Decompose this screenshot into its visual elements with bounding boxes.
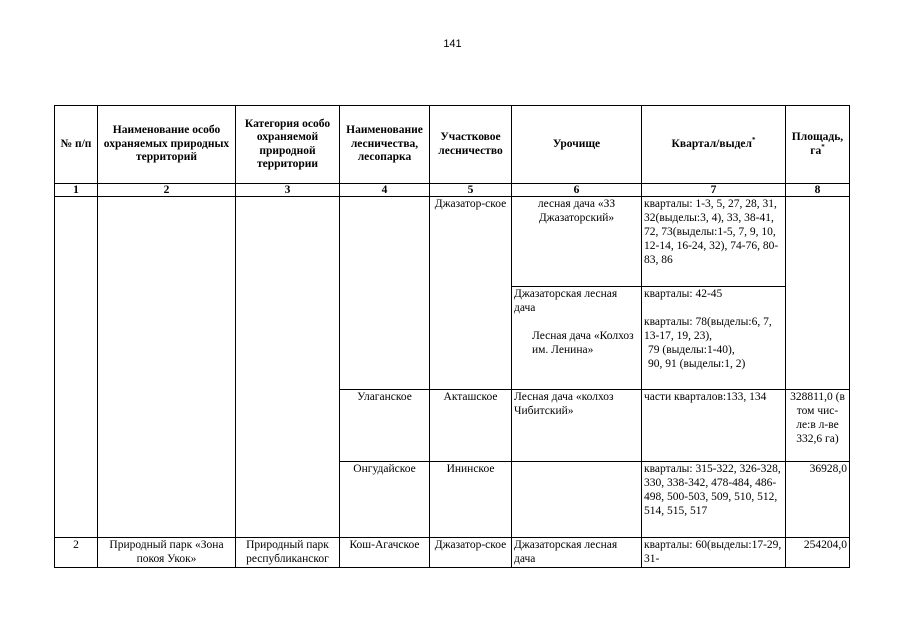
header-row [55,106,850,184]
cell-district-forestry [430,538,512,568]
cell-quarter: части кварталов:133, 134 [642,390,786,462]
quarters-79: 79 (выделы:1-40), [648,344,735,356]
quarters-42-45: кварталы: 42-45 [644,288,723,300]
header-forestry: Наименование лесничества, лесопарка [340,106,430,184]
cell-territory-name-text: Природный парк «Зона покоя Укок» [109,539,224,565]
page-number: 141 [443,38,462,50]
cell-forestry [340,197,430,390]
cell-territory-name [98,197,236,538]
cell-quarter [642,287,786,390]
cell-tract: лесная дача «ЗЗ Джазаторский» [512,197,642,287]
protected-areas-table [54,105,850,568]
cell-territory-name [98,538,236,568]
header-quarter-label: Квартал/выдел [671,137,752,150]
column-number: 8 [786,184,850,197]
cell-category [236,538,340,568]
cell-district-forestry: Ининское [430,462,512,538]
cell-number [55,538,98,568]
header-number: № п/п [55,106,98,184]
cell-category-text: Природный парк республиканског [246,539,329,565]
header-quarter [642,106,786,184]
cell-quarter: кварталы: 315-322, 326-328, 330, 338-342, 478-484, 486-498, 500-503, 509, 510, 512, 514, 515, 517 [642,462,786,538]
column-number: 5 [430,184,512,197]
cell-forestry: Улаганское [340,390,430,462]
cell-quarter: кварталы: 1-3, 5, 27, 28, 31, 32(выделы:3, 4), 33, 38-41, 72, 73(выделы:1-5, 7, 9, 10, 12-14, 16-24, 32), 74-76, 80-83, 86 [642,197,786,287]
header-territory-name: Наименование особо охраняемых природных территорий [98,106,236,184]
column-number: 4 [340,184,430,197]
cell-district-forestry: Акташское [430,390,512,462]
column-number-row [55,184,850,197]
cell-area: 328811,0 (в том чис-ле:в л-ве 332,6 га) [786,390,850,462]
cell-tract: Лесная дача «колхоз Чибитский» [512,390,642,462]
table-row [55,538,850,568]
quarters-90-91: 90, 91 (выделы:1, 2) [648,358,746,370]
header-tract: Урочище [512,106,642,184]
tract-kolkhoz-lenina: Лесная дача «Колхоз им. Ленина» [532,330,634,356]
cell-tract [512,287,642,390]
cell-forestry: Онгудайское [340,462,430,538]
column-number: 3 [236,184,340,197]
cell-area [786,538,850,568]
column-number: 6 [512,184,642,197]
cell-area: 36928,0 [786,462,850,538]
header-area-label: Площадь, га [791,131,844,157]
cell-quarter [642,538,786,568]
cell-district-forestry: Джазатор-ское [430,197,512,390]
cell-number [55,197,98,538]
column-number: 1 [55,184,98,197]
cell-district-forestry-text: Джазатор-ское [434,539,507,551]
quarters-78: кварталы: 78(выделы:6, 7, 13-17, 19, 23), [644,316,772,342]
table-row [55,197,850,287]
cell-tract-text: Джазаторская лесная дача [514,539,618,565]
cell-forestry [340,538,430,568]
cell-forestry-text: Кош-Агачское [349,539,420,551]
header-quarter-mark: * [751,135,756,144]
header-area [786,106,850,184]
cell-tract [512,538,642,568]
cell-category [236,197,340,538]
cell-number-text: 2 [73,539,79,551]
cell-tract [512,462,642,538]
header-district-forestry: Участковое лесничество [430,106,512,184]
tract-dzhazatorskaya: Джазаторская лесная дача [514,288,618,314]
cell-quarter-text: кварталы: 60(выделы:17-29, 31- [644,539,782,565]
column-number: 7 [642,184,786,197]
cell-area-text: 254204,0 [803,539,847,551]
header-area-mark: * [821,142,825,151]
cell-area [786,197,850,390]
header-category: Категория особо охраняемой природной территории [236,106,340,184]
column-number: 2 [98,184,236,197]
